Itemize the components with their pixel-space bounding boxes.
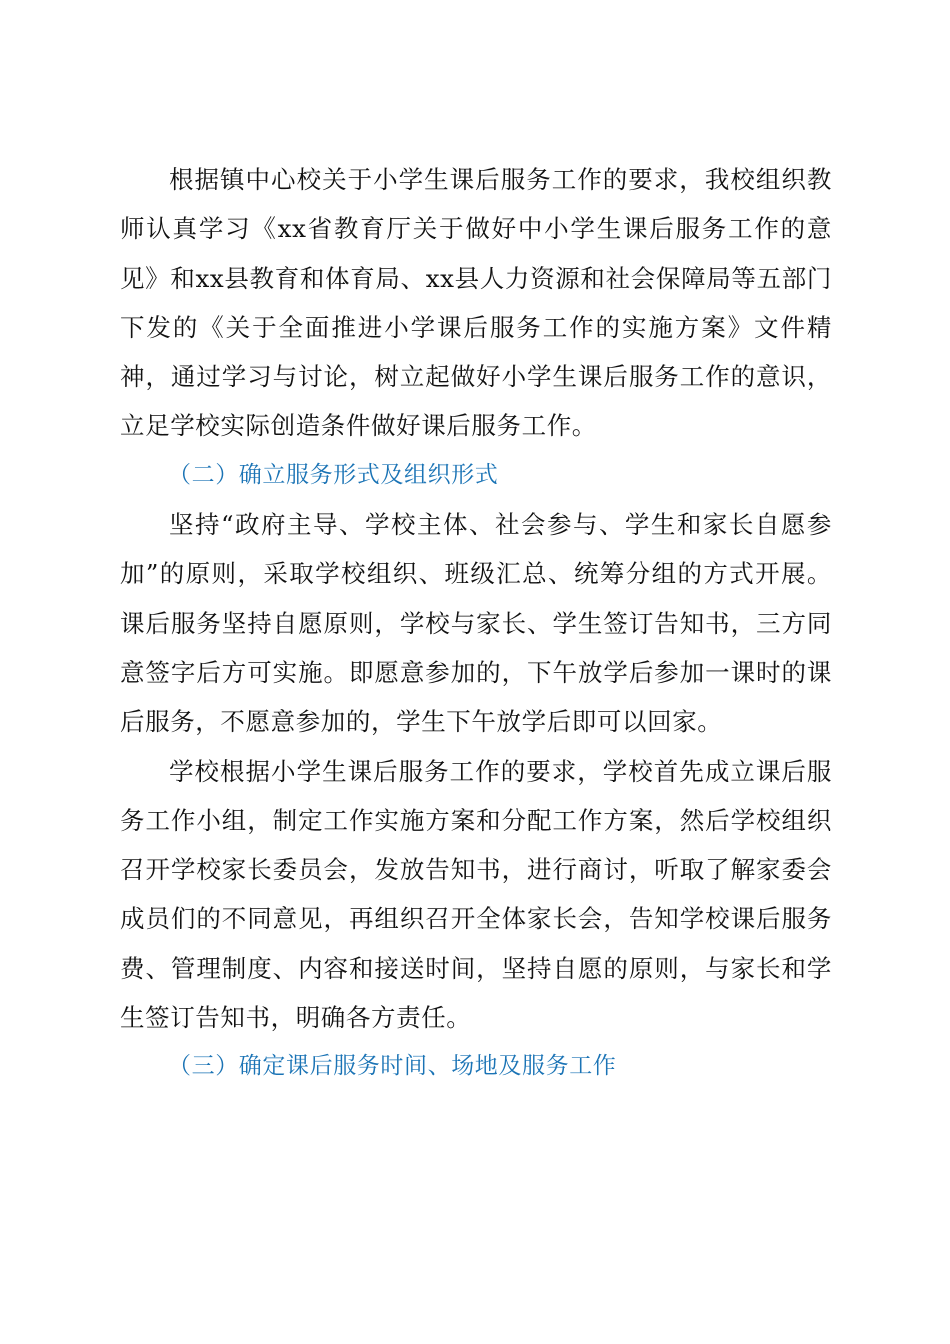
paragraph-working-group: 学校根据小学生课后服务工作的要求，学校首先成立课后服务工作小组，制定工作实施方案和分配工作方案，然后学校组织召开学校家长委员会，发放告知书，进行商讨，听取了解家委会成员们的不同意见，再组织召开全体家长会，告知学校课后服务费、管理制度、内容和接送时间，坚持自愿的原则，与家长和学生签订告知书，明确各方责任。 — [120, 756, 832, 1033]
paragraph-voluntary-principle: 坚持“政府主导、学校主体、社会参与、学生和家长自愿参加”的原则，采取学校组织、班级汇总、统筹分组的方式开展。课后服务坚持自愿原则，学校与家长、学生签订告知书，三方同意签字后方可实施。即愿意参加的，下午放学后参加一课时的课后服务，不愿意参加的，学生下午放学后即可以回家。 — [120, 510, 832, 737]
section-heading-service-time: （三）确定课后服务时间、场地及服务工作 — [168, 1053, 617, 1080]
paragraph-study-requirements: 根据镇中心校关于小学生课后服务工作的要求，我校组织教师认真学习《xx省教育厅关于做好中小学生课后服务工作的意见》和xx县教育和体育局、xx县人力资源和社会保障局等五部门下发的《关于全面推进小学课后服务工作的实施方案》文件精神，通过学习与讨论，树立起做好小学生课后服务工作的意识，立足学校实际创造条件做好课后服务工作。 — [120, 165, 832, 441]
document-body — [120, 155, 832, 1092]
section-heading-service-form: （二）确立服务形式及组织形式 — [168, 461, 499, 488]
